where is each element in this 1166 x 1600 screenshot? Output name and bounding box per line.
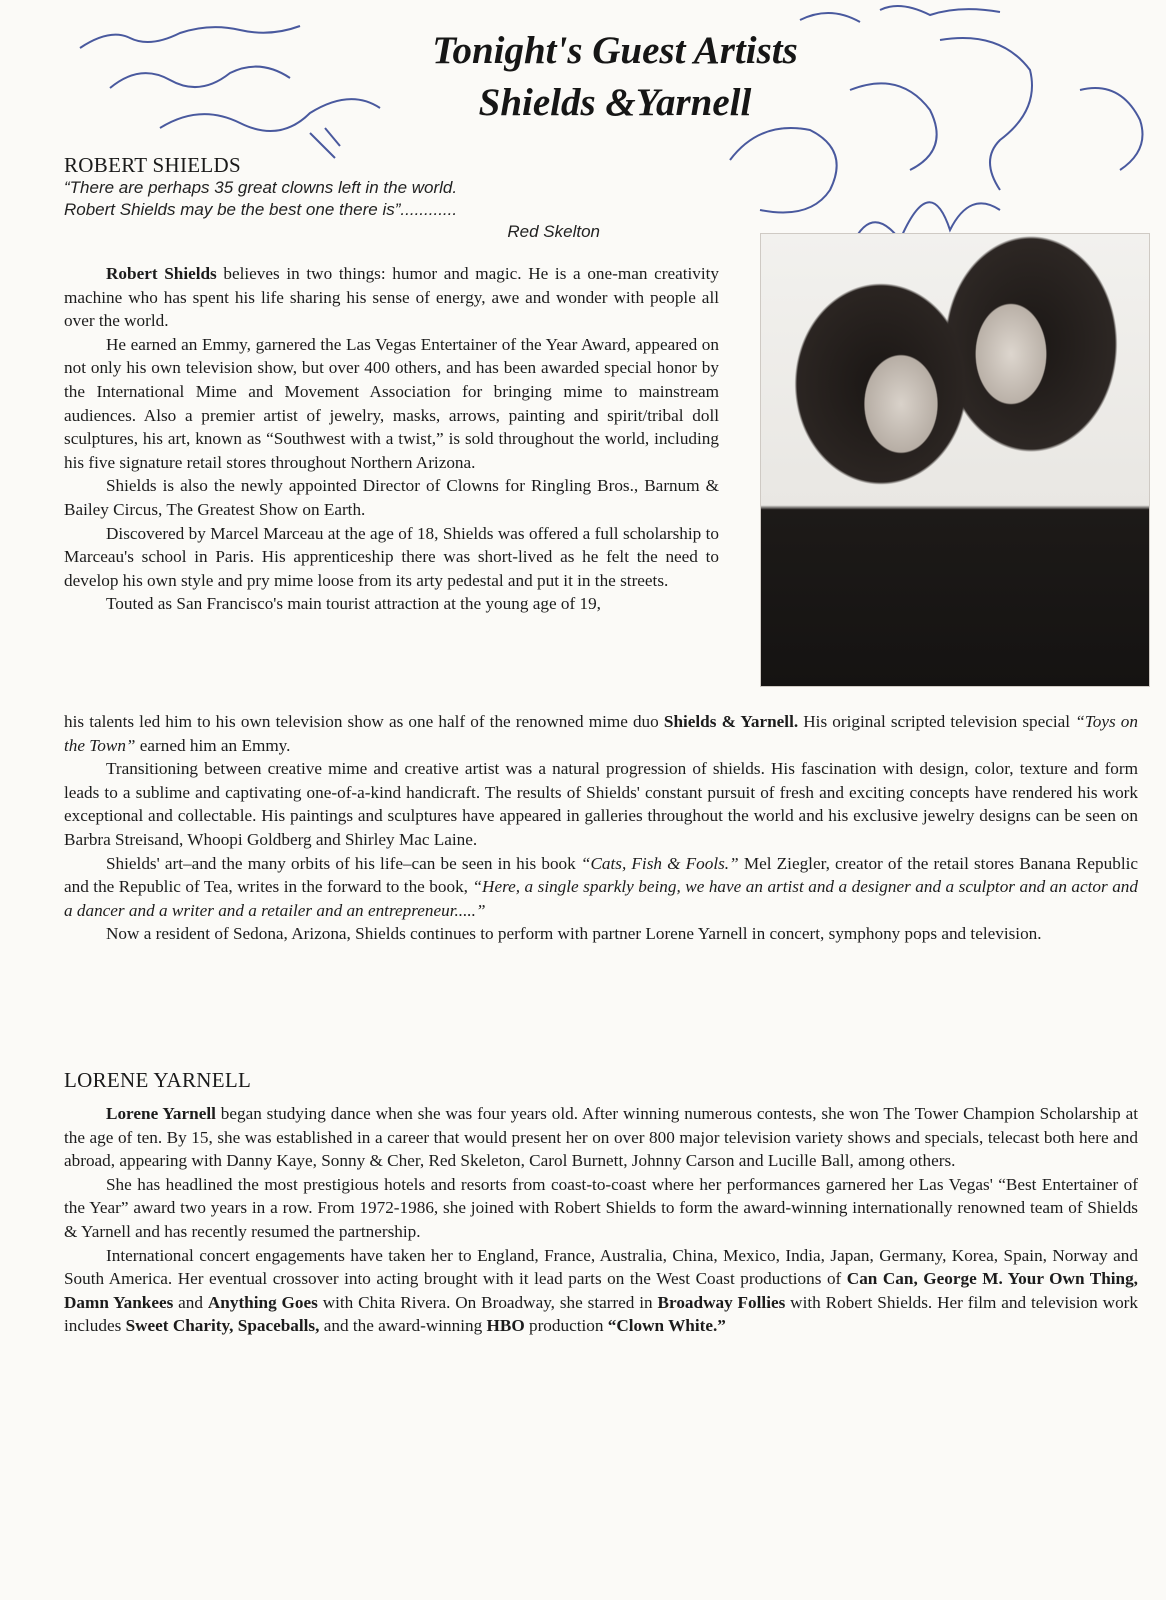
lorene-p3-text-5: production <box>524 1316 608 1336</box>
show-names-3: Broadway Follies <box>657 1292 786 1312</box>
robert-paragraph-3: Shields is also the newly appointed Director of Clowns for Ringling Bros., Barnum & Bailey Circus, The Greatest Show on Earth. <box>64 476 719 519</box>
quote-author: Red Skelton <box>507 222 600 241</box>
show-names-1: Can Can, George M. Your Own Thing, Damn Yankees <box>64 1269 1138 1312</box>
robert-bio-column <box>64 262 719 616</box>
book-title: “Cats, Fish & Fools.” <box>580 853 739 873</box>
page-subtitle: Shields &Yarnell <box>478 81 752 124</box>
robert-p5-text-3: earned him an Emmy. <box>135 735 291 755</box>
robert-bio-wide <box>64 710 1138 946</box>
lorene-bio <box>64 1102 1138 1338</box>
page-title: Tonight's Guest Artists <box>432 29 798 72</box>
lorene-name-bold: Lorene Yarnell <box>106 1104 216 1123</box>
robert-paragraph-8: Now a resident of Sedona, Arizona, Shields continues to perform with partner Lorene Yarnell in concert, symphony pops and television. <box>106 924 1042 944</box>
lorene-paragraph-1 <box>64 1102 1138 1173</box>
robert-p7-text: Shields' art–and the many orbits of his life–can be seen in his book <box>106 853 581 873</box>
special-title: “Toys on the Town” <box>64 712 1138 755</box>
lorene-paragraph-3 <box>64 1244 1138 1338</box>
robert-paragraph-4: Discovered by Marcel Marceau at the age of 18, Shields was offered a full scholarship to Marceau's school in Paris. His apprenticeship there was short-lived as he felt the need to develop his own style and pry mime loose from its arty pedestal and put it in the streets. <box>64 523 719 590</box>
lorene-p3-text: International concert engagements have taken her to England, France, Australia, China, Mexico, India, Japan, Germany, Korea, Spain, Norway and South America. Her eventual crossover into acting brought with it lead parts on the West Coast productions of <box>64 1245 1138 1289</box>
artist-photo <box>760 233 1150 687</box>
show-names-2: Anything Goes <box>207 1292 318 1312</box>
robert-paragraph-5a: Touted as San Francisco's main tourist attraction at the young age of 19, <box>106 594 601 614</box>
robert-paragraph-5b <box>64 710 1138 757</box>
lorene-p1-text: began studying dance when she was four years old. After winning numerous contests, she won The Tower Champion Scholarship at the age of ten. By 15, she was established in a career that would present her on over 800 major television variety shows and specials, telecast both here and abroad, appearing with Danny Kaye, Sonny & Cher, Red Skeleton, Carol Burnett, Johnny Carson and Lucille Ball, among others. <box>64 1104 1138 1171</box>
lorene-p3-text-2: with Chita Rivera. On Broadway, she starred in <box>317 1292 658 1312</box>
robert-paragraph-7 <box>64 852 1138 923</box>
robert-p5-text-2: His original scripted television special <box>798 712 1076 731</box>
section-heading-lorene: LORENE YARNELL <box>64 1068 252 1092</box>
skelton-quote <box>64 177 604 243</box>
show-names-5: “Clown White.” <box>607 1316 726 1336</box>
section-heading-robert: ROBERT SHIELDS <box>64 153 241 177</box>
robert-p5-text: his talents led him to his own television show as one half of the renowned mime duo <box>64 712 664 731</box>
handwritten-inscription <box>70 18 400 158</box>
robert-paragraph-1 <box>64 262 719 333</box>
robert-name-bold: Robert Shields <box>106 264 217 283</box>
lorene-p3-text-4: and the award-winning <box>319 1316 487 1336</box>
duo-name-bold: Shields & Yarnell. <box>663 712 799 731</box>
robert-paragraph-2: He earned an Emmy, garnered the Las Vegas Entertainer of the Year Award, appeared on not only his own television show, but over 400 others, and has been awarded special honor by the International Mime and Movement Association for bringing mime to mainstream audiences. Also a premier artist of jewelry, masks, arrows, painting and spirit/tribal doll sculptures, his art, known as “Southwest with a twist,” is sold throughout the world, including his five signature retail stores throughout Northern Arizona. <box>64 334 719 472</box>
robert-p1-text: believes in two things: humor and magic. He is a one-man creativity machine who has spent his life sharing his sense of energy, awe and wonder with people all over the world. <box>64 264 719 331</box>
show-names-4: Sweet Charity, Spaceballs, <box>125 1316 320 1336</box>
network-name: HBO <box>486 1316 525 1336</box>
lorene-p3-and: and <box>173 1292 208 1312</box>
lorene-paragraph-2: She has headlined the most prestigious hotels and resorts from coast-to-coast where her performances garnered her Las Vegas' “Best Entertainer of the Year” award two years in a row. From 1972-1986, she joined with Robert Shields to form the award-winning internationally renowned team of Shields & Yarnell and has recently resumed the partnership. <box>64 1174 1138 1241</box>
quote-line-2: Robert Shields may be the best one there is”............ <box>64 200 458 219</box>
robert-paragraph-6: Transitioning between creative mime and creative artist was a natural progression of shields. His fascination with design, color, texture and form leads to a sublime and captivating one-of-a-kind handicraft. The results of Shields' constant pursuit of fresh and exciting concepts have rendered his work exceptional and collectable. His paintings and sculptures have appeared in galleries throughout the world and his exclusive jewelry designs can be seen on Barbra Streisand, Whoopi Goldberg and Shirley Mac Laine. <box>64 759 1138 849</box>
quote-line-1: “There are perhaps 35 great clowns left in the world. <box>64 178 458 197</box>
robert-p7-text-2: Mel Ziegler, creator of the retail stores Banana Republic and the Republic of Tea, writes in the forward to the book, <box>64 853 1138 897</box>
lorene-p3-text-3: with Robert Shields. Her film and television work includes <box>64 1292 1138 1336</box>
ziegler-quote: “Here, a single sparkly being, we have an artist and a designer and a sculptor and an actor and a dancer and a writer and a retailer and an entrepreneur.....” <box>64 877 1138 920</box>
